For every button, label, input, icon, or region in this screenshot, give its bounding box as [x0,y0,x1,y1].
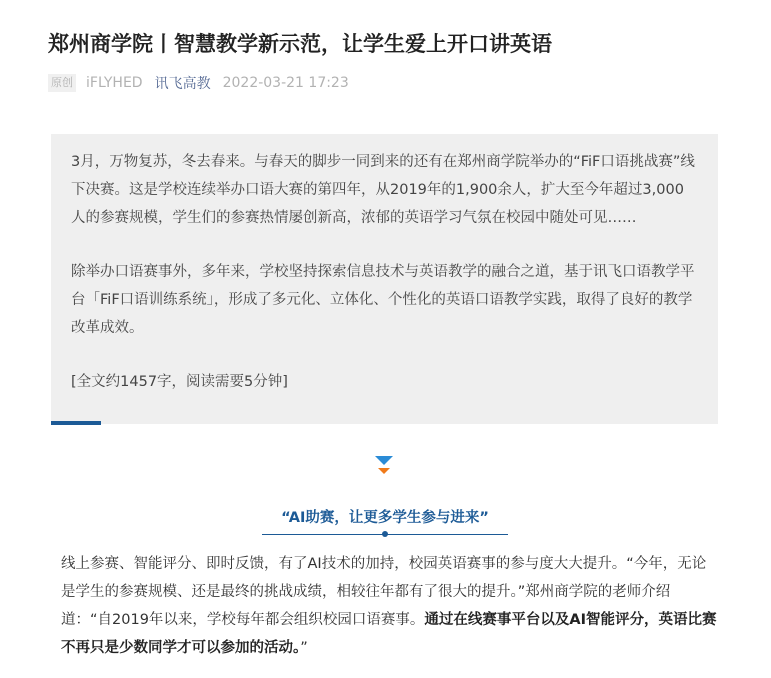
article-title: 郑州商学院丨智慧教学新示范，让学生爱上开口讲英语 [48,32,552,56]
summary-paragraph-1: 3月，万物复苏，冬去春来。与春天的脚步一同到来的还有在郑州商学院举办的“FiF口语挑战赛”线下决赛。这是学校连续举办口语大赛的第四年，从2019年的1,900余人，扩大至今年超过3,000人的参赛规模，学生们的参赛热情屡创新高，浓郁的英语学习气氛在校园中随处可见…… [71,154,695,226]
down-arrow-icon [374,455,394,475]
account-link[interactable]: 讯飞高教 [154,76,211,92]
original-badge: 原创 [48,74,76,92]
section-heading-text: “AI助赛，让更多学生参与进来” [281,510,489,526]
summary-box [51,134,718,424]
article-meta [48,72,349,94]
author-name: iFLYHED [86,75,143,91]
section-heading [262,505,508,541]
reading-time: [全文约1457字，阅读需要5分钟] [71,374,288,390]
section-body-end: ” [300,640,308,656]
section-heading-dot [382,531,388,537]
summary-accent-bar [51,421,101,425]
summary-paragraph-2: 除举办口语赛事外，多年来，学校坚持探索信息技术与英语教学的融合之道，基于讯飞口语教学平台「FiF口语训练系统」，形成了多元化、立体化、个性化的英语口语教学实践，取得了良好的教学改革成效。 [71,264,695,336]
section-body-text: 线上参赛、智能评分、即时反馈，有了AI技术的加持，校园英语赛事的参与度大大提升。“今年，无论是学生的参赛规模、还是最终的挑战成绩，相较往年都有了很大的提升。”郑州商学院的老师介绍道：“自2019年以来，学校每年都会组织校园口语赛事。 [61,556,707,628]
section-body [61,550,719,662]
publish-datetime: 2022-03-21 17:23 [222,75,349,91]
section-body-bold: 通过在线赛事平台以及AI智能评分，英语比赛不再只是少数同学才可以参加的活动。 [61,612,717,656]
